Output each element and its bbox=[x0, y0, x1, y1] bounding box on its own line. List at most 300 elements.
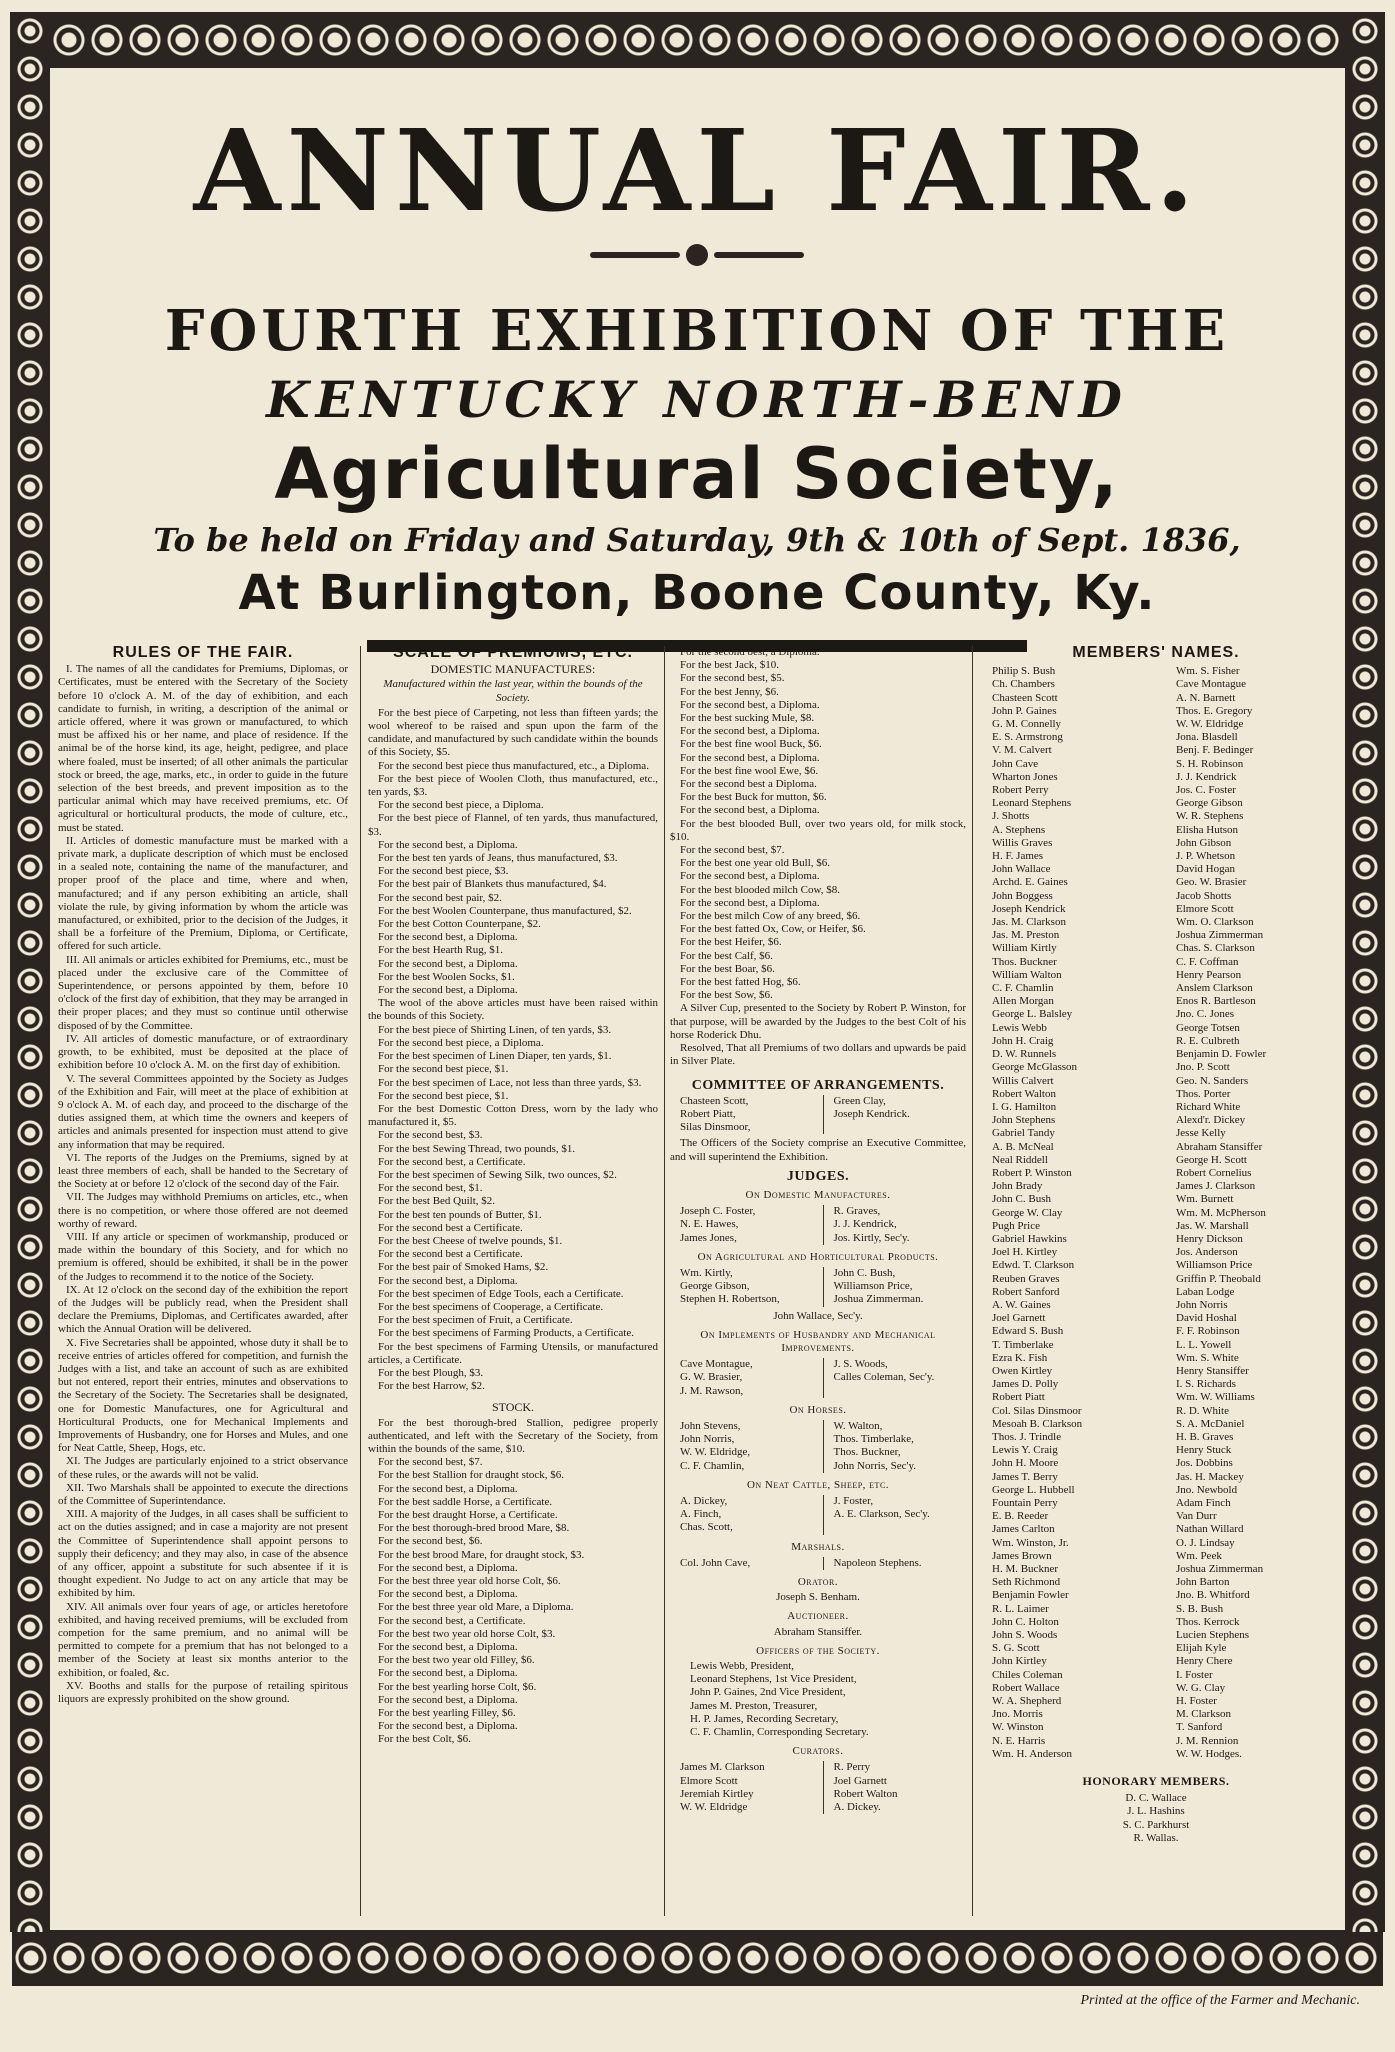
premium-item: For the best Jack, $10. bbox=[680, 659, 779, 672]
member-name: Seth Richmond bbox=[992, 1576, 1061, 1589]
member-name: Chiles Coleman bbox=[992, 1668, 1063, 1681]
premium-item: For the second best, a Certificate. bbox=[378, 1614, 526, 1627]
member-name: James Carlton bbox=[992, 1523, 1055, 1536]
member-name: A. N. Barnett bbox=[1176, 691, 1236, 704]
member-name: Laban Lodge bbox=[1176, 1285, 1235, 1298]
judge-name: A. Finch, bbox=[680, 1508, 722, 1521]
ornament-divider bbox=[577, 238, 817, 272]
member-name: John Gibson bbox=[1176, 836, 1232, 849]
premium-item: For the second best, a Diploma. bbox=[378, 1561, 518, 1574]
member-name: Gabriel Hawkins bbox=[992, 1232, 1067, 1245]
member-name: William Kirtly bbox=[992, 942, 1057, 955]
member-name: Jno. Newbold bbox=[1176, 1483, 1238, 1496]
member-name: R. E. Culbreth bbox=[1176, 1034, 1240, 1047]
member-name: W. W. Hodges. bbox=[1176, 1747, 1242, 1760]
rule-item: V. The several Committees appointed by the Society as Judges of the Exhibition and Fair, will meet at the place of exhibition at 9 o'clock A. M. of each day, and proceed to the discharge of the duties assigned them, at which time the owners and keepers of articles and animals presented for inspection must attend to give any information that may be required. bbox=[58, 1072, 348, 1151]
judge-name: Thos. Buckner, bbox=[833, 1446, 901, 1459]
member-name: W. Winston bbox=[992, 1721, 1044, 1734]
stock-heading: STOCK. bbox=[491, 1400, 535, 1415]
rule-item: XI. The Judges are particularly enjoined to a strict observance of these rules, or the awards will not be valid. bbox=[58, 1455, 348, 1481]
member-name: Elijah Kyle bbox=[1176, 1642, 1227, 1655]
member-name: S. H. Robinson bbox=[1176, 757, 1244, 770]
member-name: Thos. Kerrock bbox=[1176, 1615, 1240, 1628]
premium-item: For the second best, $1. bbox=[378, 1182, 483, 1195]
judge-name: Chas. Scott, bbox=[680, 1521, 733, 1534]
member-name: Jas. M. Preston bbox=[992, 929, 1060, 942]
member-name: Benjamin D. Fowler bbox=[1176, 1048, 1267, 1061]
domestic-heading: DOMESTIC MANUFACTURES: bbox=[430, 662, 596, 677]
officer-entry: John P. Gaines, 2nd Vice President, bbox=[690, 1686, 846, 1699]
exhibition-heading: FOURTH EXHIBITION OF THE bbox=[164, 298, 1230, 364]
arrangements-committee bbox=[670, 1095, 966, 1135]
premium-item: For the second best a Certificate. bbox=[378, 1221, 523, 1234]
premium-item: For the best specimens of Farming Utensils, or manufactured articles, a Certificate. bbox=[368, 1340, 658, 1366]
premium-item: For the best thorough-bred brood Mare, $8. bbox=[378, 1522, 570, 1535]
curator-name: A. Dickey. bbox=[833, 1801, 881, 1814]
rule-item: IX. At 12 o'clock on the second day of the exhibition the report of the Judges will be publicly read, when the President shall declare the Premiums, Diplomas, and Certificates awarded, after which the Annual Oration will be delivered. bbox=[58, 1283, 348, 1336]
judge-name: J. J. Kendrick, bbox=[833, 1218, 897, 1231]
member-name: Reuben Graves bbox=[992, 1272, 1060, 1285]
premium-item: For the best specimen of Sewing Silk, two ounces, $2. bbox=[378, 1168, 617, 1181]
premium-item: For the best Heifer, $6. bbox=[680, 936, 782, 949]
premium-item: For the best blooded milch Cow, $8. bbox=[680, 883, 840, 896]
premium-item: For the best blooded Bull, over two years old, for milk stock, $10. bbox=[670, 817, 966, 843]
premium-item: For the best two year old horse Colt, $3. bbox=[378, 1627, 556, 1640]
member-name: F. F. Robinson bbox=[1176, 1325, 1240, 1338]
member-name: J. Shotts bbox=[992, 810, 1030, 823]
poster-title: ANNUAL FAIR. bbox=[193, 106, 1201, 237]
member-name: A. W. Gaines bbox=[992, 1298, 1051, 1311]
member-name: Thos. Buckner bbox=[992, 955, 1057, 968]
member-name: Ezra K. Fish bbox=[992, 1351, 1048, 1364]
premium-item: For the best sucking Mule, $8. bbox=[680, 712, 815, 725]
honorary-heading: HONORARY MEMBERS. bbox=[1082, 1774, 1230, 1789]
judges-cattle-label: On Neat Cattle, Sheep, etc. bbox=[746, 1478, 890, 1491]
member-name: J. P. Whetson bbox=[1176, 850, 1236, 863]
member-name: Jas. M. Clarkson bbox=[992, 916, 1066, 929]
rule-item: VII. The Judges may withhold Premiums on articles, etc., when there is no competition, or where those offered are not deemed worthy of reward. bbox=[58, 1191, 348, 1230]
honorary-member-name: S. C. Parkhurst bbox=[1122, 1818, 1190, 1831]
premium-item: For the best Cotton Counterpane, $2. bbox=[378, 918, 541, 931]
curators-label: Curators. bbox=[792, 1745, 844, 1758]
member-name: E. S. Armstrong bbox=[992, 731, 1063, 744]
premium-item: For the best piece of Carpeting, not less than fifteen yards; the wool whereof to be raised and spun upon the farm of the candidate, and manufactured by such candidate within the bounds of this Society, $5. bbox=[368, 706, 658, 759]
member-name: R. L. Laimer bbox=[992, 1602, 1049, 1615]
member-name: Jno. C. Jones bbox=[1176, 1008, 1235, 1021]
premium-item: For the best piece of Woolen Cloth, thus manufactured, etc., ten yards, $3. bbox=[368, 772, 658, 799]
officer-entry: Leonard Stephens, 1st Vice President, bbox=[690, 1673, 857, 1686]
rules-list bbox=[58, 663, 348, 1706]
member-name: Joshua Zimmerman bbox=[1176, 929, 1264, 942]
marshals: Col. John Cave, Napoleon Stephens. bbox=[680, 1556, 922, 1569]
member-name: Cave Montague bbox=[1176, 678, 1246, 691]
member-name: John Boggess bbox=[992, 889, 1053, 902]
member-name: I. S. Richards bbox=[1176, 1378, 1236, 1391]
member-name: W. G. Clay bbox=[1176, 1681, 1226, 1694]
committee-member: Silas Dinsmoor, bbox=[680, 1121, 751, 1134]
judges-domestic-label: On Domestic Manufactures. bbox=[745, 1188, 891, 1201]
curator-name: James M. Clarkson bbox=[680, 1761, 765, 1774]
curator-name: Robert Walton bbox=[833, 1787, 898, 1800]
member-name: Edwd. T. Clarkson bbox=[992, 1259, 1075, 1272]
member-name: George Totsen bbox=[1176, 1021, 1240, 1034]
rule-item: III. All animals or articles exhibited for Premiums, etc., must be placed under the exclusive care of the Committee of Superintendence, or persons appointed by them, before 10 o'clock of the first day of exhibition, that they may be arranged in their proper places; and they must so continue until otherwise disposed of by the Committee. bbox=[58, 953, 348, 1032]
premium-item: For the best Buck for mutton, $6. bbox=[680, 791, 827, 804]
committee-member: Robert Piatt, bbox=[680, 1107, 736, 1120]
premium-item: For the second best piece, a Diploma. bbox=[378, 799, 544, 812]
member-name: T. Timberlake bbox=[992, 1338, 1054, 1351]
member-name: John Norris bbox=[1176, 1298, 1228, 1311]
member-name: George H. Scott bbox=[1176, 1153, 1247, 1166]
curator-name: R. Perry bbox=[833, 1761, 871, 1774]
member-name: A. Stephens bbox=[992, 823, 1046, 836]
member-name: George Gibson bbox=[1176, 797, 1243, 810]
member-name: S. B. Bush bbox=[1176, 1602, 1224, 1615]
premium-item: For the second best, $7. bbox=[680, 844, 785, 857]
member-name: Wm. S. White bbox=[1176, 1351, 1239, 1364]
premium-item: For the best yearling horse Colt, $6. bbox=[378, 1680, 537, 1693]
member-name: C. F. Chamlin bbox=[992, 982, 1054, 995]
premium-item: For the second best piece, a Diploma. bbox=[378, 1036, 544, 1049]
column-divider bbox=[972, 646, 973, 1916]
event-location: At Burlington, Boone County, Ky. bbox=[238, 565, 1156, 621]
judge-name: N. E. Hawes, bbox=[680, 1218, 739, 1231]
judge-name: W. Walton, bbox=[833, 1419, 883, 1432]
member-name: Wm. Winston, Jr. bbox=[992, 1536, 1069, 1549]
premium-item: For the best specimen of Fruit, a Certificate. bbox=[378, 1314, 573, 1327]
poster-content bbox=[58, 72, 1336, 1926]
member-name: Nathan Willard bbox=[1176, 1523, 1244, 1536]
member-name: Owen Kirtley bbox=[992, 1364, 1053, 1377]
member-name: James T. Berry bbox=[992, 1470, 1058, 1483]
member-name: Wm. S. Fisher bbox=[1176, 665, 1240, 678]
member-name: Robert Walton bbox=[992, 1087, 1056, 1100]
member-name: Jacob Shotts bbox=[1176, 889, 1232, 902]
officers-note: The Officers of the Society comprise an Executive Committee, and will superintend the Exhibition. bbox=[670, 1137, 966, 1163]
premium-item: For the best three year old horse Colt, $6. bbox=[378, 1575, 561, 1588]
premium-item: The wool of the above articles must have been raised within the bounds of this Society. bbox=[368, 997, 658, 1023]
premium-item: For the second best, a Diploma. bbox=[378, 957, 518, 970]
member-name: Elmore Scott bbox=[1176, 902, 1234, 915]
member-name: Jesse Kelly bbox=[1176, 1127, 1226, 1140]
columns bbox=[58, 646, 1336, 1926]
premium-item: For the best fine wool Ewe, $6. bbox=[680, 764, 819, 777]
member-name: N. E. Harris bbox=[992, 1734, 1046, 1747]
judge-name: John C. Bush, bbox=[833, 1266, 896, 1279]
member-name: M. Clarkson bbox=[1176, 1708, 1231, 1721]
judge-name: Calles Coleman, Sec'y. bbox=[833, 1371, 935, 1384]
premium-item: For the best piece of Flannel, of ten yards, thus manufactured, $3. bbox=[368, 812, 658, 838]
premium-item: For the best yearling Filley, $6. bbox=[378, 1707, 516, 1720]
premium-item: For the second best, a Diploma. bbox=[378, 931, 518, 944]
member-name: Anslem Clarkson bbox=[1176, 982, 1253, 995]
premium-item: For the best fine wool Buck, $6. bbox=[680, 738, 822, 751]
judges-agri-secretary: John Wallace, Sec'y. bbox=[773, 1309, 863, 1322]
member-name: Jos. C. Foster bbox=[1176, 784, 1236, 797]
judge-name: R. Graves, bbox=[833, 1205, 881, 1218]
column-divider bbox=[664, 646, 665, 1916]
member-name: J. J. Kendrick bbox=[1176, 770, 1237, 783]
judge-name: John Norris, bbox=[680, 1433, 735, 1446]
premium-item: For the best Colt, $6. bbox=[378, 1733, 471, 1746]
member-name: W. R. Stephens bbox=[1176, 810, 1244, 823]
member-name: Lucien Stephens bbox=[1176, 1629, 1250, 1642]
rule-item: VIII. If any article or specimen of workmanship, produced or made within the boundary of this Society, and for which no premium is offered, should be exhibited, it shall be in the power of the Judges to recommend it to the notice of the Society. bbox=[58, 1230, 348, 1283]
member-name: Willis Graves bbox=[992, 836, 1053, 849]
member-name: Robert P. Winston bbox=[992, 1166, 1072, 1179]
premium-item: For the second best, $3. bbox=[378, 1129, 483, 1142]
judge-name: George Gibson, bbox=[680, 1280, 750, 1293]
officer-entry: H. P. James, Recording Secretary, bbox=[690, 1712, 839, 1725]
premium-item: For the best fatted Hog, $6. bbox=[680, 976, 801, 989]
member-name: Pugh Price bbox=[992, 1219, 1040, 1232]
member-name: S. A. McDaniel bbox=[1176, 1417, 1245, 1430]
member-name: Robert Wallace bbox=[992, 1681, 1060, 1694]
member-name: Joel Garnett bbox=[992, 1312, 1046, 1325]
premiums-column bbox=[368, 646, 658, 1747]
member-name: Willis Calvert bbox=[992, 1074, 1054, 1087]
honorary-member-name: J. L. Hashins bbox=[1127, 1805, 1185, 1818]
premium-item: For the second best a Certificate. bbox=[378, 1248, 523, 1261]
premium-item: For the second best, a Diploma. bbox=[378, 1641, 518, 1654]
member-name: Abraham Stansiffer bbox=[1176, 1140, 1263, 1153]
premium-item: For the second best, a Diploma. bbox=[680, 646, 820, 658]
premium-item: For the second best, a Diploma. bbox=[680, 725, 820, 738]
officer-entry: Lewis Webb, President, bbox=[690, 1660, 795, 1673]
premium-item: For the best brood Mare, for draught stock, $3. bbox=[378, 1548, 585, 1561]
auctioneer-name: Abraham Stansiffer. bbox=[773, 1625, 863, 1638]
premium-item: For the second best piece, $3. bbox=[378, 865, 509, 878]
premium-item: Resolved, That all Premiums of two dollars and upwards be paid in Silver Plate. bbox=[670, 1042, 966, 1068]
member-name: Benj. F. Bedinger bbox=[1176, 744, 1254, 757]
judge-name: J. M. Rawson, bbox=[680, 1384, 744, 1397]
member-name: Richard White bbox=[1176, 1100, 1241, 1113]
rule-item: II. Articles of domestic manufacture must be marked with a private mark, a duplicate description of which must be enclosed in a sealed note, containing the name of the manufacturer, and proper proof of the place and time, where and when, manufactured; and if any person exhibiting an article, shall violate the rule, by giving information by whom the article was manufactured, or exhibited, prior to the decision of the Judges, it shall be a forfeiture of the Premium, Diploma, or Certificate, offered for such article. bbox=[58, 834, 348, 953]
member-name: Joel H. Kirtley bbox=[992, 1246, 1058, 1259]
member-name: David Hoshal bbox=[1176, 1312, 1237, 1325]
member-name: John H. Moore bbox=[992, 1457, 1059, 1470]
premium-item: A Silver Cup, presented to the Society by Robert P. Winston, for that purpose, will be awarded by the Judges to the best Colt of his horse Roderick Dhu. bbox=[670, 1002, 966, 1041]
judge-name: John Norris, Sec'y. bbox=[833, 1459, 917, 1472]
member-name: Williamson Price bbox=[1176, 1259, 1253, 1272]
member-name: Archd. E. Gaines bbox=[992, 876, 1068, 889]
orator-name: Joseph S. Benham. bbox=[776, 1591, 860, 1604]
judges-agri-label: On Agricultural and Horticultural Products. bbox=[697, 1250, 939, 1263]
judges-horses-label: On Horses. bbox=[789, 1403, 847, 1416]
premium-item: For the second best, a Diploma. bbox=[680, 870, 820, 883]
curator-name: Joel Garnett bbox=[833, 1774, 887, 1787]
judge-name: C. F. Chamlin, bbox=[680, 1459, 745, 1472]
judge-name: Wm. Kirtly, bbox=[680, 1266, 733, 1279]
judges-horses bbox=[670, 1420, 966, 1473]
member-name: Wm. M. McPherson bbox=[1176, 1206, 1266, 1219]
premium-item: For the second best, a Diploma. bbox=[378, 838, 518, 851]
member-name: Robert Perry bbox=[992, 784, 1049, 797]
member-name: George L. Balsley bbox=[992, 1008, 1073, 1021]
member-name: Enos R. Bartleson bbox=[1176, 995, 1256, 1008]
members-list-right bbox=[1162, 665, 1334, 1761]
premium-item: For the best pair of Smoked Hams, $2. bbox=[378, 1261, 549, 1274]
member-name: Henry Pearson bbox=[1176, 968, 1242, 981]
domestic-note: Manufactured within the last year, within the bounds of the Society. bbox=[383, 678, 643, 704]
member-name: Thos. E. Gregory bbox=[1176, 704, 1253, 717]
premium-item: For the best Jenny, $6. bbox=[680, 685, 779, 698]
committee-member: Joseph Kendrick. bbox=[833, 1107, 910, 1120]
premium-item: For the best Hearth Rug, $1. bbox=[378, 944, 503, 957]
premium-item: For the second best piece thus manufactured, etc., a Diploma. bbox=[378, 759, 649, 772]
premium-item: For the second best, a Certificate. bbox=[378, 1155, 526, 1168]
judge-name: Stephen H. Robertson, bbox=[680, 1293, 780, 1306]
curator-name: Elmore Scott bbox=[680, 1774, 738, 1787]
member-name: Robert Piatt bbox=[992, 1391, 1045, 1404]
premium-item: For the best milch Cow of any breed, $6. bbox=[680, 910, 861, 923]
member-name: Chasteen Scott bbox=[992, 691, 1058, 704]
member-name: George L. Hubbell bbox=[992, 1483, 1075, 1496]
rule-item: XIII. A majority of the Judges, in all cases shall be sufficient to act on the duties assigned; and in case a majority are not present the Committee of Superintendence shall appoint persons to supply their deficency; and they may also, in case of the absence of any officer, appoint a substitute for such absentee if it is thought expedient. No Judge to act on any article that may be exhibited by him. bbox=[58, 1508, 348, 1600]
premium-item: For the best specimens of Farming Products, a Certificate. bbox=[378, 1327, 634, 1340]
officers-label: Officers of the Society. bbox=[756, 1644, 880, 1657]
domestic-list bbox=[368, 707, 658, 1394]
premium-item: For the second best piece, $1. bbox=[378, 1063, 509, 1076]
premiums-continued-column bbox=[670, 646, 966, 1817]
judge-name: A. Dickey, bbox=[680, 1494, 728, 1507]
member-name: Neal Riddell bbox=[992, 1153, 1048, 1166]
rules-column bbox=[58, 646, 348, 1706]
premium-item: For the second best, a Diploma. bbox=[378, 984, 518, 997]
member-name: R. D. White bbox=[1176, 1404, 1229, 1417]
member-name: Jno. B. Whitford bbox=[1176, 1589, 1250, 1602]
event-date: To be held on Friday and Saturday, 9th & 10th of Sept. 1836, bbox=[153, 521, 1241, 559]
member-name: Robert Cornelius bbox=[1176, 1166, 1252, 1179]
rules-heading: RULES OF THE FAIR. bbox=[112, 644, 294, 661]
judges-heading: JUDGES. bbox=[786, 1168, 850, 1184]
member-name: John Stephens bbox=[992, 1114, 1056, 1127]
member-name: Robert Sanford bbox=[992, 1285, 1060, 1298]
member-name: Jas. W. Marshall bbox=[1176, 1219, 1249, 1232]
judge-name: Jos. Kirtly, Sec'y. bbox=[833, 1231, 910, 1244]
premium-item: For the best Woolen Counterpane, thus manufactured, $2. bbox=[378, 904, 632, 917]
member-name: David Hogan bbox=[1176, 863, 1235, 876]
judge-name: W. W. Eldridge, bbox=[680, 1446, 751, 1459]
column-divider bbox=[360, 646, 361, 1916]
member-name: H. F. James bbox=[992, 850, 1044, 863]
officers-list bbox=[670, 1660, 966, 1739]
member-name: J. M. Rennion bbox=[1176, 1734, 1239, 1747]
member-name: V. M. Calvert bbox=[992, 744, 1052, 757]
member-name: John Kirtley bbox=[992, 1655, 1047, 1668]
judges-domestic bbox=[670, 1205, 966, 1245]
premium-item: For the second best, a Diploma. bbox=[680, 698, 820, 711]
member-name: H. B. Graves bbox=[1176, 1430, 1234, 1443]
premium-item: For the best Cheese of twelve pounds, $1. bbox=[378, 1234, 563, 1247]
premium-item: For the second best a Diploma. bbox=[680, 778, 817, 791]
member-name: A. B. McNeal bbox=[992, 1140, 1054, 1153]
premium-item: For the best one year old Bull, $6. bbox=[680, 857, 831, 870]
premium-item: For the second best, a Diploma. bbox=[378, 1482, 518, 1495]
judge-name: Joshua Zimmerman. bbox=[833, 1293, 924, 1306]
judge-name: J. S. Woods, bbox=[833, 1358, 888, 1371]
judge-name: Cave Montague, bbox=[680, 1358, 753, 1371]
premium-item: For the best Harrow, $2. bbox=[378, 1380, 485, 1393]
premium-item: For the best pair of Blankets thus manufactured, $4. bbox=[378, 878, 607, 891]
ornamental-border-top bbox=[12, 12, 1383, 68]
judges-implements-label: On Implements of Husbandry and Mechanical Improvements. bbox=[700, 1328, 936, 1354]
member-name: Benjamin Fowler bbox=[992, 1589, 1069, 1602]
premium-item: For the second best piece, $1. bbox=[378, 1089, 509, 1102]
member-name: Elisha Hutson bbox=[1176, 823, 1239, 836]
members-list-left bbox=[978, 665, 1150, 1761]
members-column bbox=[978, 646, 1334, 1845]
member-name: Alexd'r. Dickey bbox=[1176, 1114, 1246, 1127]
premium-item: For the best ten pounds of Butter, $1. bbox=[378, 1208, 542, 1221]
judge-name: Williamson Price, bbox=[833, 1280, 913, 1293]
member-name: Henry Stuck bbox=[1176, 1444, 1232, 1457]
member-name: John S. Woods bbox=[992, 1629, 1058, 1642]
member-name: H. Foster bbox=[1176, 1695, 1217, 1708]
member-name: D. W. Runnels bbox=[992, 1048, 1057, 1061]
premium-item: For the second best, a Diploma. bbox=[378, 1667, 518, 1680]
rule-item: XV. Booths and stalls for the purpose of retailing spiritous liquors are expressly prohibited on the show ground. bbox=[58, 1679, 348, 1706]
curator-name: Jeremiah Kirtley bbox=[680, 1787, 754, 1800]
rule-item: I. The names of all the candidates for Premiums, Diplomas, or Certificates, must be entered with the Secretary of the Society before 10 o'clock A. M. of the day of exhibition, and each candidate to furnish, in writing, a description of the animal or article offered, where it was grown or manufactured, to which must be affixed his or her name, and place of residence. If the animal be of the horse kind, its age, height, pedigree, and place where foaled, must be inserted; of all other animals the particular stock or breed, the age, marks, etc., in order to guide in the future selection of the best breeds, and prevent imposition as to the particular animal which may have received premiums, etc. Of agricultural or horticultural products, the mode of culture, etc., must be stated. bbox=[58, 663, 348, 834]
member-name: W. W. Eldridge bbox=[1176, 718, 1244, 731]
member-name: John Cave bbox=[992, 757, 1039, 770]
premium-item: For the best specimen of Linen Diaper, ten yards, $1. bbox=[378, 1050, 612, 1063]
member-name: I. Foster bbox=[1176, 1668, 1213, 1681]
judges-agri bbox=[670, 1267, 966, 1307]
member-name: John C. Bush bbox=[992, 1193, 1051, 1206]
member-name: William Walton bbox=[992, 968, 1062, 981]
member-name: I. G. Hamilton bbox=[992, 1100, 1057, 1113]
member-name: Henry Stansiffer bbox=[1176, 1364, 1249, 1377]
premium-item: For the second best, a Diploma. bbox=[378, 1588, 518, 1601]
premium-item: For the best Plough, $3. bbox=[378, 1366, 484, 1379]
premium-item: For the best thorough-bred Stallion, pedigree properly authenticated, and left with the Secretary of the Society, from within the bounds of the same, $10. bbox=[368, 1416, 658, 1455]
member-name: G. M. Connelly bbox=[992, 718, 1062, 731]
premium-item: For the second best, $5. bbox=[680, 672, 785, 685]
premium-item: For the second best, $6. bbox=[378, 1535, 483, 1548]
premium-item: For the best piece of Shirting Linen, of ten yards, $3. bbox=[378, 1023, 612, 1036]
ornamental-border-right bbox=[1345, 12, 1385, 1932]
member-name: Lewis Webb bbox=[992, 1021, 1047, 1034]
rule-item: VI. The reports of the Judges on the Premiums, signed by at least three members of each, shall be handed to the Secretary of the Society at or before 12 o'clock of the second day of the Fair. bbox=[58, 1151, 348, 1191]
member-name: Joseph Kendrick bbox=[992, 902, 1066, 915]
arrangements-left bbox=[670, 1095, 813, 1135]
member-name: Chas. S. Clarkson bbox=[1176, 942, 1255, 955]
member-name: John P. Gaines bbox=[992, 704, 1057, 717]
rule-item: IV. All articles of domestic manufacture, or of extraordinary growth, to be exhibited, must be deposited at the place of exhibition before 10 o'clock A. M. on the first day of exhibition. bbox=[58, 1032, 348, 1072]
arrangements-right bbox=[834, 1095, 967, 1135]
member-name: Griffin P. Theobald bbox=[1176, 1272, 1261, 1285]
judges-cattle bbox=[670, 1495, 966, 1535]
premium-item: For the second best, a Diploma. bbox=[680, 804, 820, 817]
member-name: W. A. Shepherd bbox=[992, 1695, 1062, 1708]
ornamental-border-bottom bbox=[12, 1930, 1383, 1986]
judge-name: J. Foster, bbox=[833, 1494, 874, 1507]
judge-name: James Jones, bbox=[680, 1231, 737, 1244]
premium-item: For the best two year old Filley, $6. bbox=[378, 1654, 535, 1667]
auctioneer-label: Auctioneer. bbox=[787, 1610, 849, 1623]
member-name: S. G. Scott bbox=[992, 1642, 1040, 1655]
member-name: E. B. Reeder bbox=[992, 1510, 1049, 1523]
honorary-members bbox=[978, 1775, 1334, 1845]
committee-member: Green Clay, bbox=[833, 1094, 886, 1107]
premiums-heading: SCALE OF PREMIUMS, ETC. bbox=[393, 644, 633, 661]
rule-item: X. Five Secretaries shall be appointed, whose duty it shall be to receive entries of articles offered for competition, and furnish the Judges with a list, and take an account of such as are exhibited but not entered, report their entries, minutes and observations to the Secretary of the Society. The Secretaries shall be designated, one for Domestic Manufactures, one for Agricultural and Horticultural Products, one for Mechanical Implements and Improvements of Husbandry, one for Horses and Mules, and one for Neat Cattle, Sheep, Hogs, etc. bbox=[58, 1336, 348, 1455]
officer-entry: C. F. Chamlin, Corresponding Secretary. bbox=[690, 1726, 869, 1739]
member-name: Jno. P. Scott bbox=[1176, 1061, 1230, 1074]
rule-item: XIV. All animals over four years of age, or articles heretofore exhibited, and having received premiums, will be excluded from competion for the same premium, and no animal will be permitted to compete for a premium that has not belonged to a member of the Society at least six months anterior to the exhibition, or foaled, &c. bbox=[58, 1600, 348, 1679]
